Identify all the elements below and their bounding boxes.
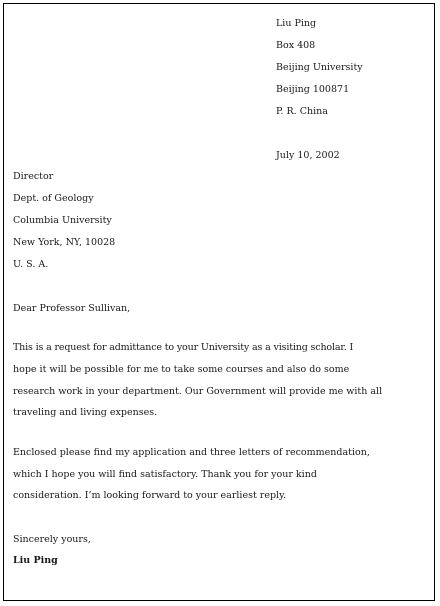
recipient-university: Columbia University [13,215,112,226]
sender-city: Beijing 100871 [276,84,350,95]
sender-country: P. R. China [276,106,328,117]
letter-page [3,3,435,601]
paragraph1-line: hope it will be possible for me to take some courses and also do some [13,364,350,375]
sender-box: Box 408 [276,40,316,51]
signature: Liu Ping [13,555,58,566]
recipient-city: New York, NY, 10028 [13,237,116,248]
recipient-country: U. S. A. [13,259,49,270]
paragraph2-line: which I hope you will find satisfactory. Thank you for your kind [13,469,317,480]
recipient-title: Director [13,171,54,182]
letter-date: July 10, 2002 [276,150,340,161]
sender-university: Beijing University [276,62,363,73]
closing: Sincerely yours, [13,534,91,545]
sender-name: Liu Ping [276,18,317,29]
paragraph1-line: traveling and living expenses. [13,407,158,418]
salutation: Dear Professor Sullivan, [13,303,131,314]
paragraph2-line: consideration. I’m looking forward to your earliest reply. [13,490,287,501]
paragraph2-line: Enclosed please find my application and three letters of recommendation, [13,447,370,458]
paragraph1-line: This is a request for admittance to your University as a visiting scholar. I [13,342,354,353]
recipient-dept: Dept. of Geology [13,193,94,204]
paragraph1-line: research work in your department. Our Government will provide me with all [13,386,383,397]
